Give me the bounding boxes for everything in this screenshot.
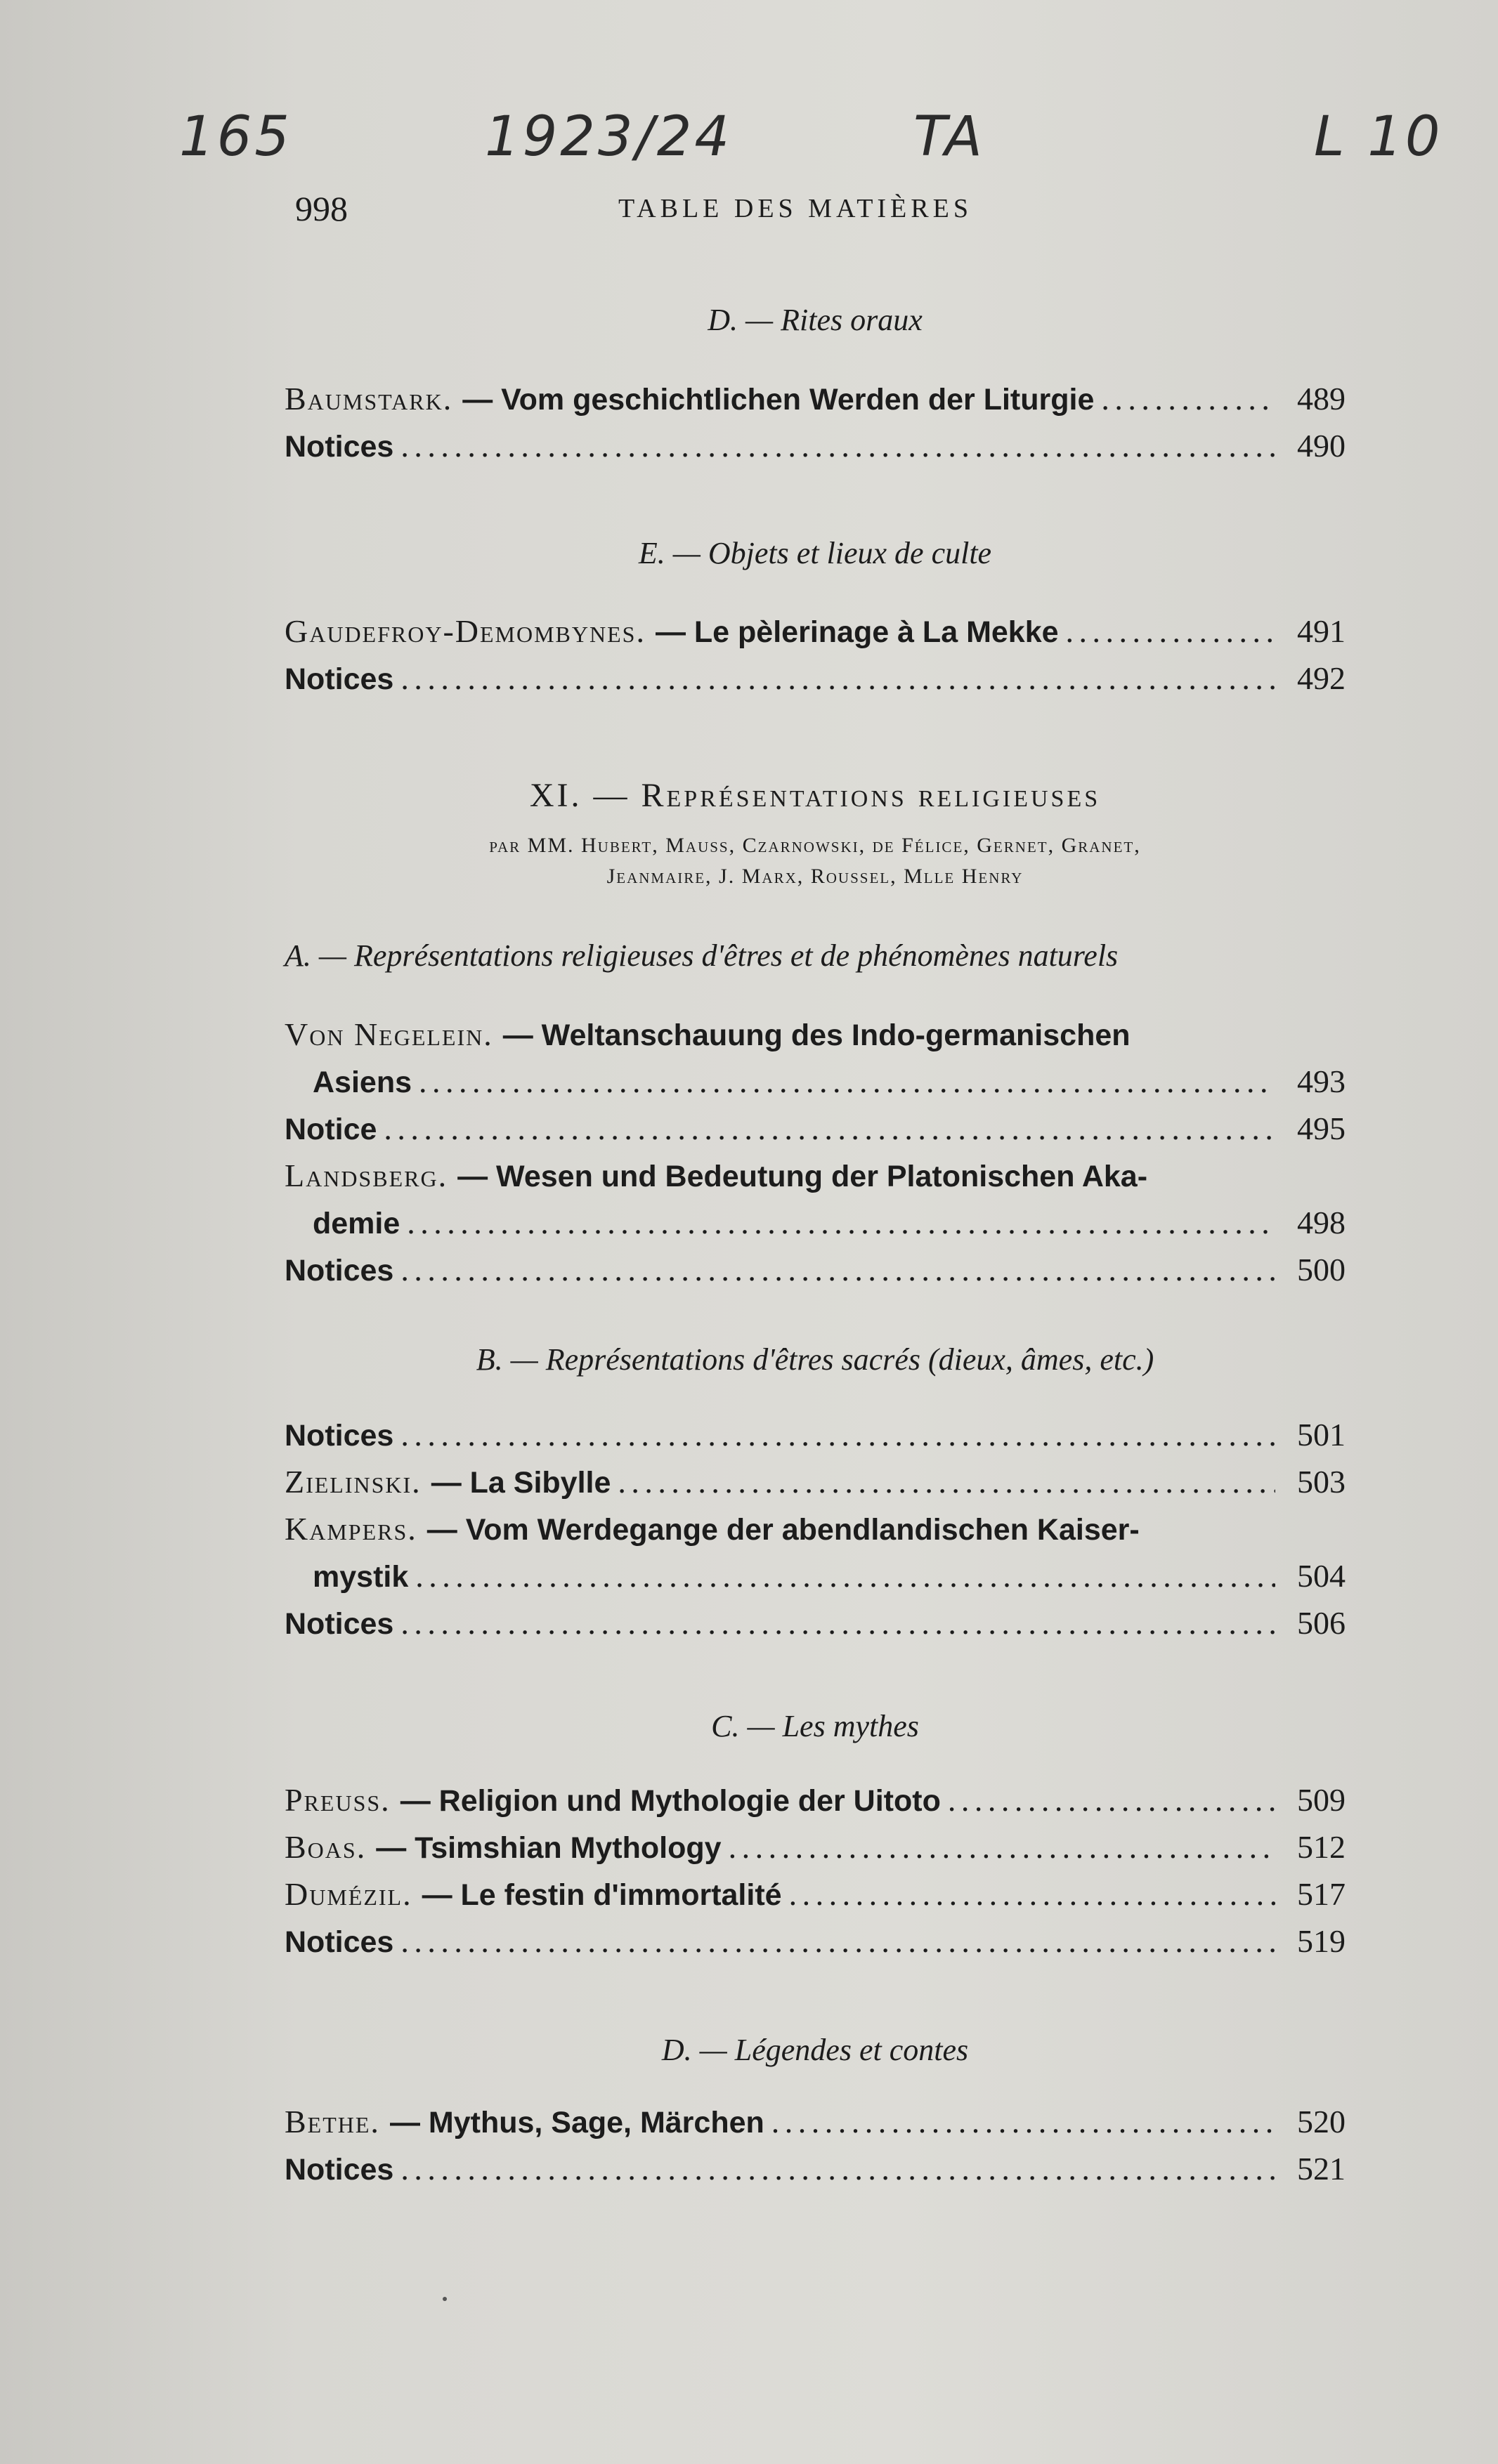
toc-entry[interactable] [285,1600,1346,1647]
leader-dots [618,1459,1275,1505]
toc-entry[interactable] [285,1247,1346,1294]
leader-dots [948,1777,1275,1823]
toc-entry[interactable] [285,1011,1346,1059]
toc-entry[interactable] [285,655,1346,702]
entry-title-cont: mystik [313,1560,409,1594]
entry-page: 490 [1297,428,1346,464]
entry-page: 503 [1297,1464,1346,1500]
entry-author: Preuss. [285,1782,391,1818]
entry-title: Notice [285,1113,377,1146]
running-title: TABLE DES MATIÈRES [618,194,972,223]
section-heading: D. — Rites oraux [708,303,923,337]
entry-page: 492 [1297,660,1346,696]
leader-dots [789,1871,1275,1918]
toc-entry-continuation[interactable] [285,1200,1346,1247]
entry-page: 498 [1297,1205,1346,1240]
entry-title: Notices [285,1419,394,1453]
toc-entry[interactable] [285,1412,1346,1459]
entry-page: 500 [1297,1252,1346,1287]
leader-dots [400,1918,1275,1965]
entry-title: — Mythus, Sage, Märchen [389,2106,764,2139]
contributors-line-1: par MM. Hubert, Mauss, Czarnowski, de Félice, Gernet, Granet, [489,834,1141,857]
entry-author: Zielinski. [285,1464,422,1500]
entry-title: Notices [285,2153,394,2187]
entry-author: Boas. [285,1829,367,1865]
entry-title: Notices [285,1925,394,1959]
chapter-xi [285,776,1346,892]
entry-page: 517 [1297,1876,1346,1912]
entry-title: — Tsimshian Mythology [376,1831,722,1865]
entry-page: 520 [1297,2104,1346,2139]
entry-title: Notices [285,662,394,696]
section-c-mythes [285,1708,1346,1744]
entry-title-cont: demie [313,1207,400,1240]
entry-page: 512 [1297,1829,1346,1865]
section-e-objets [285,535,1346,571]
leader-dots [400,1247,1275,1293]
entry-page: 506 [1297,1605,1346,1641]
entry-page: 493 [1297,1063,1346,1099]
section-heading: B. — Représentations d'êtres sacrés (dieux, âmes, etc.) [476,1342,1154,1377]
leader-dots [400,1600,1275,1646]
toc-entry[interactable] [285,1824,1346,1871]
entry-author: Landsberg. [285,1158,448,1193]
entry-page: 495 [1297,1110,1346,1146]
leader-dots [1101,376,1275,422]
leader-dots [1066,608,1275,655]
toc-entry-continuation[interactable] [285,1059,1346,1106]
entry-author: Baumstark. [285,381,453,417]
toc-list-a [285,1011,1346,1294]
leader-dots [384,1106,1275,1152]
toc-entry-continuation[interactable] [285,1553,1346,1600]
entry-title: — Le pèlerinage à La Mekke [655,615,1059,649]
entry-page: 509 [1297,1782,1346,1818]
toc-entry[interactable] [285,608,1346,655]
entry-title: — Vom Werdegange der abendlandischen Kaiser- [426,1513,1140,1547]
page-number: 998 [295,189,348,228]
leader-dots [400,423,1275,469]
leader-dots [729,1824,1275,1870]
entry-title: Notices [285,1607,394,1641]
toc-entry[interactable] [285,376,1346,423]
entry-title: — Religion und Mythologie der Uitoto [400,1784,941,1818]
entry-author: Dumézil. [285,1876,412,1912]
entry-author: Kampers. [285,1511,417,1547]
entry-title: — Wesen und Bedeutung der Platonischen Aka- [457,1160,1148,1193]
leader-dots [415,1553,1275,1599]
toc-entry[interactable] [285,423,1346,470]
chapter-heading: XI. — Représentations religieuses [529,777,1101,814]
toc-entry[interactable] [285,1106,1346,1153]
section-heading: A. — Représentations religieuses d'êtres et de phénomènes naturels [285,938,1119,973]
entry-page: 501 [1297,1417,1346,1453]
entry-author: Gaudefroy-Demombynes. [285,613,646,649]
leader-dots [771,2099,1275,2145]
section-b-etres-sacres [285,1342,1346,1377]
leader-dots [419,1059,1275,1105]
handwritten-note-ta: TA [913,105,985,169]
toc-entry[interactable] [285,1153,1346,1200]
entry-title: Notices [285,1254,394,1287]
leader-dots [400,655,1275,702]
toc-list-b [285,1412,1346,1647]
handwritten-note-right: L 10 [1314,105,1443,169]
entry-page: 504 [1297,1558,1346,1594]
section-heading: D. — Légendes et contes [661,2033,969,2067]
leader-dots [400,2146,1275,2192]
toc-entry[interactable] [285,1459,1346,1506]
handwritten-note-left: 165 [179,105,292,169]
section-d-rites [285,302,1346,338]
entry-author: Von Negelein. [285,1016,493,1052]
toc-list-d-rites [285,376,1346,470]
toc-list-e-objets [285,608,1346,702]
entry-title: — Le festin d'immortalité [422,1878,782,1912]
entry-title-cont: Asiens [313,1066,412,1099]
toc-entry[interactable] [285,1918,1346,1965]
entry-page: 489 [1297,381,1346,417]
toc-entry[interactable] [285,1871,1346,1918]
entry-title: — La Sibylle [431,1466,611,1500]
entry-page: 521 [1297,2151,1346,2187]
section-heading: E. — Objets et lieux de culte [638,536,992,570]
entry-author: Bethe. [285,2104,380,2139]
section-heading: C. — Les mythes [711,1709,919,1743]
toc-entry[interactable] [285,1777,1346,1824]
entry-title: — Weltanschauung des Indo-germanischen [502,1018,1131,1052]
leader-dots [407,1200,1275,1246]
entry-page: 491 [1297,613,1346,649]
toc-list-d-legendes [285,2099,1346,2193]
section-d-legendes [285,2032,1346,2068]
entry-title: — Vom geschichtlichen Werden der Liturgie [462,383,1095,417]
contributors-line-2: Jeanmaire, J. Marx, Roussel, Mlle Henry [606,865,1024,888]
toc-entry[interactable] [285,2099,1346,2146]
section-a-representations [285,938,1346,974]
entry-page: 519 [1297,1923,1346,1959]
toc-entry[interactable] [285,1506,1346,1553]
toc-list-c [285,1777,1346,1965]
toc-entry[interactable] [285,2146,1346,2193]
handwritten-note-year: 1923/24 [485,105,733,169]
paper-speck [443,2297,447,2301]
leader-dots [400,1412,1275,1458]
entry-title: Notices [285,430,394,464]
